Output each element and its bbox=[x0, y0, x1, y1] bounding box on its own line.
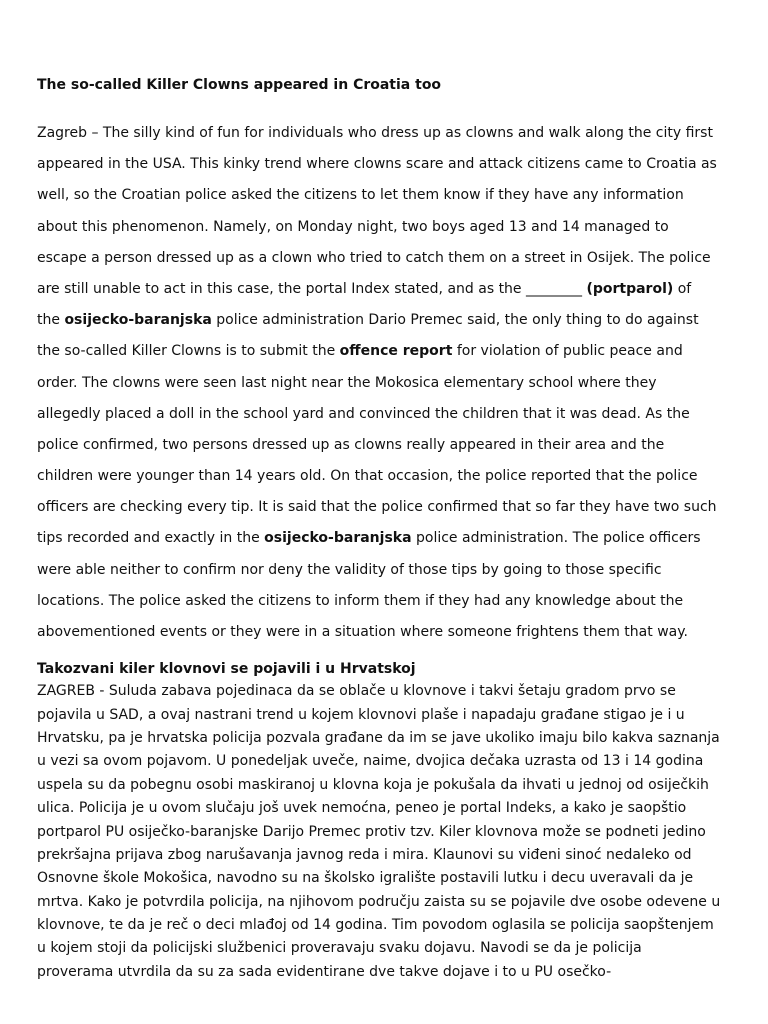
paragraph-line bbox=[37, 492, 737, 523]
article-body-en bbox=[37, 118, 737, 648]
bold-term: (portparol) bbox=[586, 280, 674, 297]
paragraph-line bbox=[37, 368, 737, 399]
text-run: were able neither to confirm nor deny the validity of those tips by going to those specific bbox=[37, 561, 662, 578]
text-run: police administration. The police officers bbox=[411, 530, 701, 547]
paragraph-line bbox=[37, 586, 737, 617]
text-run: the bbox=[37, 312, 65, 329]
paragraph-line bbox=[37, 180, 737, 211]
text-run: tips recorded and exactly in the bbox=[37, 530, 265, 547]
text-run: of bbox=[673, 280, 692, 297]
paragraph-line: mrtva. Kako je potvrdila policija, na njihovom području zaista su se pojavile dve osobe odevene u bbox=[37, 893, 721, 910]
bold-term: offence report bbox=[339, 343, 453, 360]
paragraph-line bbox=[37, 523, 737, 554]
text-run: police administration Dario Premec said, the only thing to do against bbox=[211, 312, 699, 329]
bold-term: osijecko-baranjska bbox=[64, 312, 212, 329]
text-run: well, so the Croatian police asked the citizens to let them know if they have any information bbox=[37, 187, 684, 204]
text-run: Zagreb – The silly kind of fun for individuals who dress up as clowns and walk along the city first bbox=[37, 125, 713, 141]
paragraph-line: ulica. Policija je u ovom slučaju još uvek nemoćna, peneo je portal Indeks, a kako je saopštio bbox=[37, 800, 687, 817]
text-run: locations. The police asked the citizens to inform them if they had any knowledge about the bbox=[37, 592, 684, 609]
paragraph-line bbox=[37, 212, 737, 243]
paragraph-line bbox=[37, 461, 737, 492]
article-title-hr: Takozvani kiler klovnovi se pojavili i u Hrvatskoj bbox=[37, 661, 416, 678]
paragraph-line: Osnovne škole Mokošica, navodno su na školsko igralište postavili lutku i decu uveravali da je bbox=[37, 870, 694, 887]
paragraph-line: proverama utvrdila da su za sada evidentirane dve takve dojave i to u PU osečko- bbox=[37, 963, 612, 980]
paragraph-line: Hrvatsku, pa je hrvatska policija pozvala građane da im se jave ukoliko imaju bilo kakva saznanja bbox=[37, 729, 720, 746]
text-run: order. The clowns were seen last night near the Mokosica elementary school where they bbox=[37, 374, 657, 391]
text-run: the so-called Killer Clowns is to submit the bbox=[37, 343, 340, 360]
paragraph-line bbox=[37, 399, 737, 430]
text-run: appeared in the USA. This kinky trend where clowns scare and attack citizens came to Croatia as bbox=[37, 156, 717, 173]
text-run: about this phenomenon. Namely, on Monday night, two boys aged 13 and 14 managed to bbox=[37, 218, 669, 235]
text-run: are still unable to act in this case, the portal Index stated, and as the ________ bbox=[37, 280, 587, 297]
paragraph-line: portparol PU osiječko-baranjske Darijo Premec protiv tzv. Kiler klovnova može se podneti jedino bbox=[37, 823, 706, 840]
text-run: children were younger than 14 years old. On that occasion, the police reported that the police bbox=[37, 468, 698, 485]
text-run: escape a person dressed up as a clown who tried to catch them on a street in Osijek. The police bbox=[37, 249, 711, 266]
text-run: allegedly placed a doll in the school yard and convinced the children that it was dead. As the bbox=[37, 405, 690, 422]
text-run: for violation of public peace and bbox=[452, 343, 683, 360]
paragraph-line bbox=[37, 336, 737, 367]
paragraph-line bbox=[37, 430, 737, 461]
text-run: officers are checking every tip. It is said that the police confirmed that so far they have two such bbox=[37, 499, 717, 516]
paragraph-line: u kojem stoji da policijski službenici proveravaju svaku dojavu. Navodi se da je policija bbox=[37, 940, 642, 957]
paragraph-line bbox=[37, 555, 737, 586]
document-page bbox=[37, 74, 737, 984]
paragraph-line: pojavila u SAD, a ovaj nastrani trend u kojem klovnovi plaše i napadaju građane stigao je i u bbox=[37, 706, 685, 723]
paragraph-line bbox=[37, 243, 737, 274]
paragraph-line: uspela su da pobegnu osobi maskiranoj u klovna koja je pokušala da ihvati u jednoj od osiječkih bbox=[37, 776, 709, 793]
bold-term: osijecko-baranjska bbox=[264, 530, 412, 547]
paragraph-line bbox=[37, 118, 737, 149]
paragraph-line bbox=[37, 274, 737, 305]
text-run: abovementioned events or they were in a situation where someone frightens them that way. bbox=[37, 624, 688, 640]
paragraph-line bbox=[37, 305, 737, 336]
paragraph-line: ZAGREB - Suluda zabava pojedinaca da se oblače u klovnove i takvi šetaju gradom prvo se bbox=[37, 683, 676, 700]
paragraph-line bbox=[37, 149, 737, 180]
text-run: police confirmed, two persons dressed up as clowns really appeared in their area and the bbox=[37, 436, 665, 453]
paragraph-line bbox=[37, 617, 737, 648]
paragraph-line: prekršajna prijava zbog narušavanja javnog reda i mira. Klaunovi su viđeni sinoć nedaleko od bbox=[37, 846, 692, 863]
paragraph-line: klovnove, te da je reč o deci mlađoj od 14 godina. Tim povodom oglasila se policija saopštenjem bbox=[37, 917, 714, 934]
article-title-en: The so-called Killer Clowns appeared in Croatia too bbox=[37, 77, 442, 93]
article-body-hr bbox=[37, 680, 737, 984]
paragraph-line: u vezi sa ovom pojavom. U ponedeljak uveče, naime, dvojica dečaka uzrasta od 13 i 14 godina bbox=[37, 753, 704, 770]
